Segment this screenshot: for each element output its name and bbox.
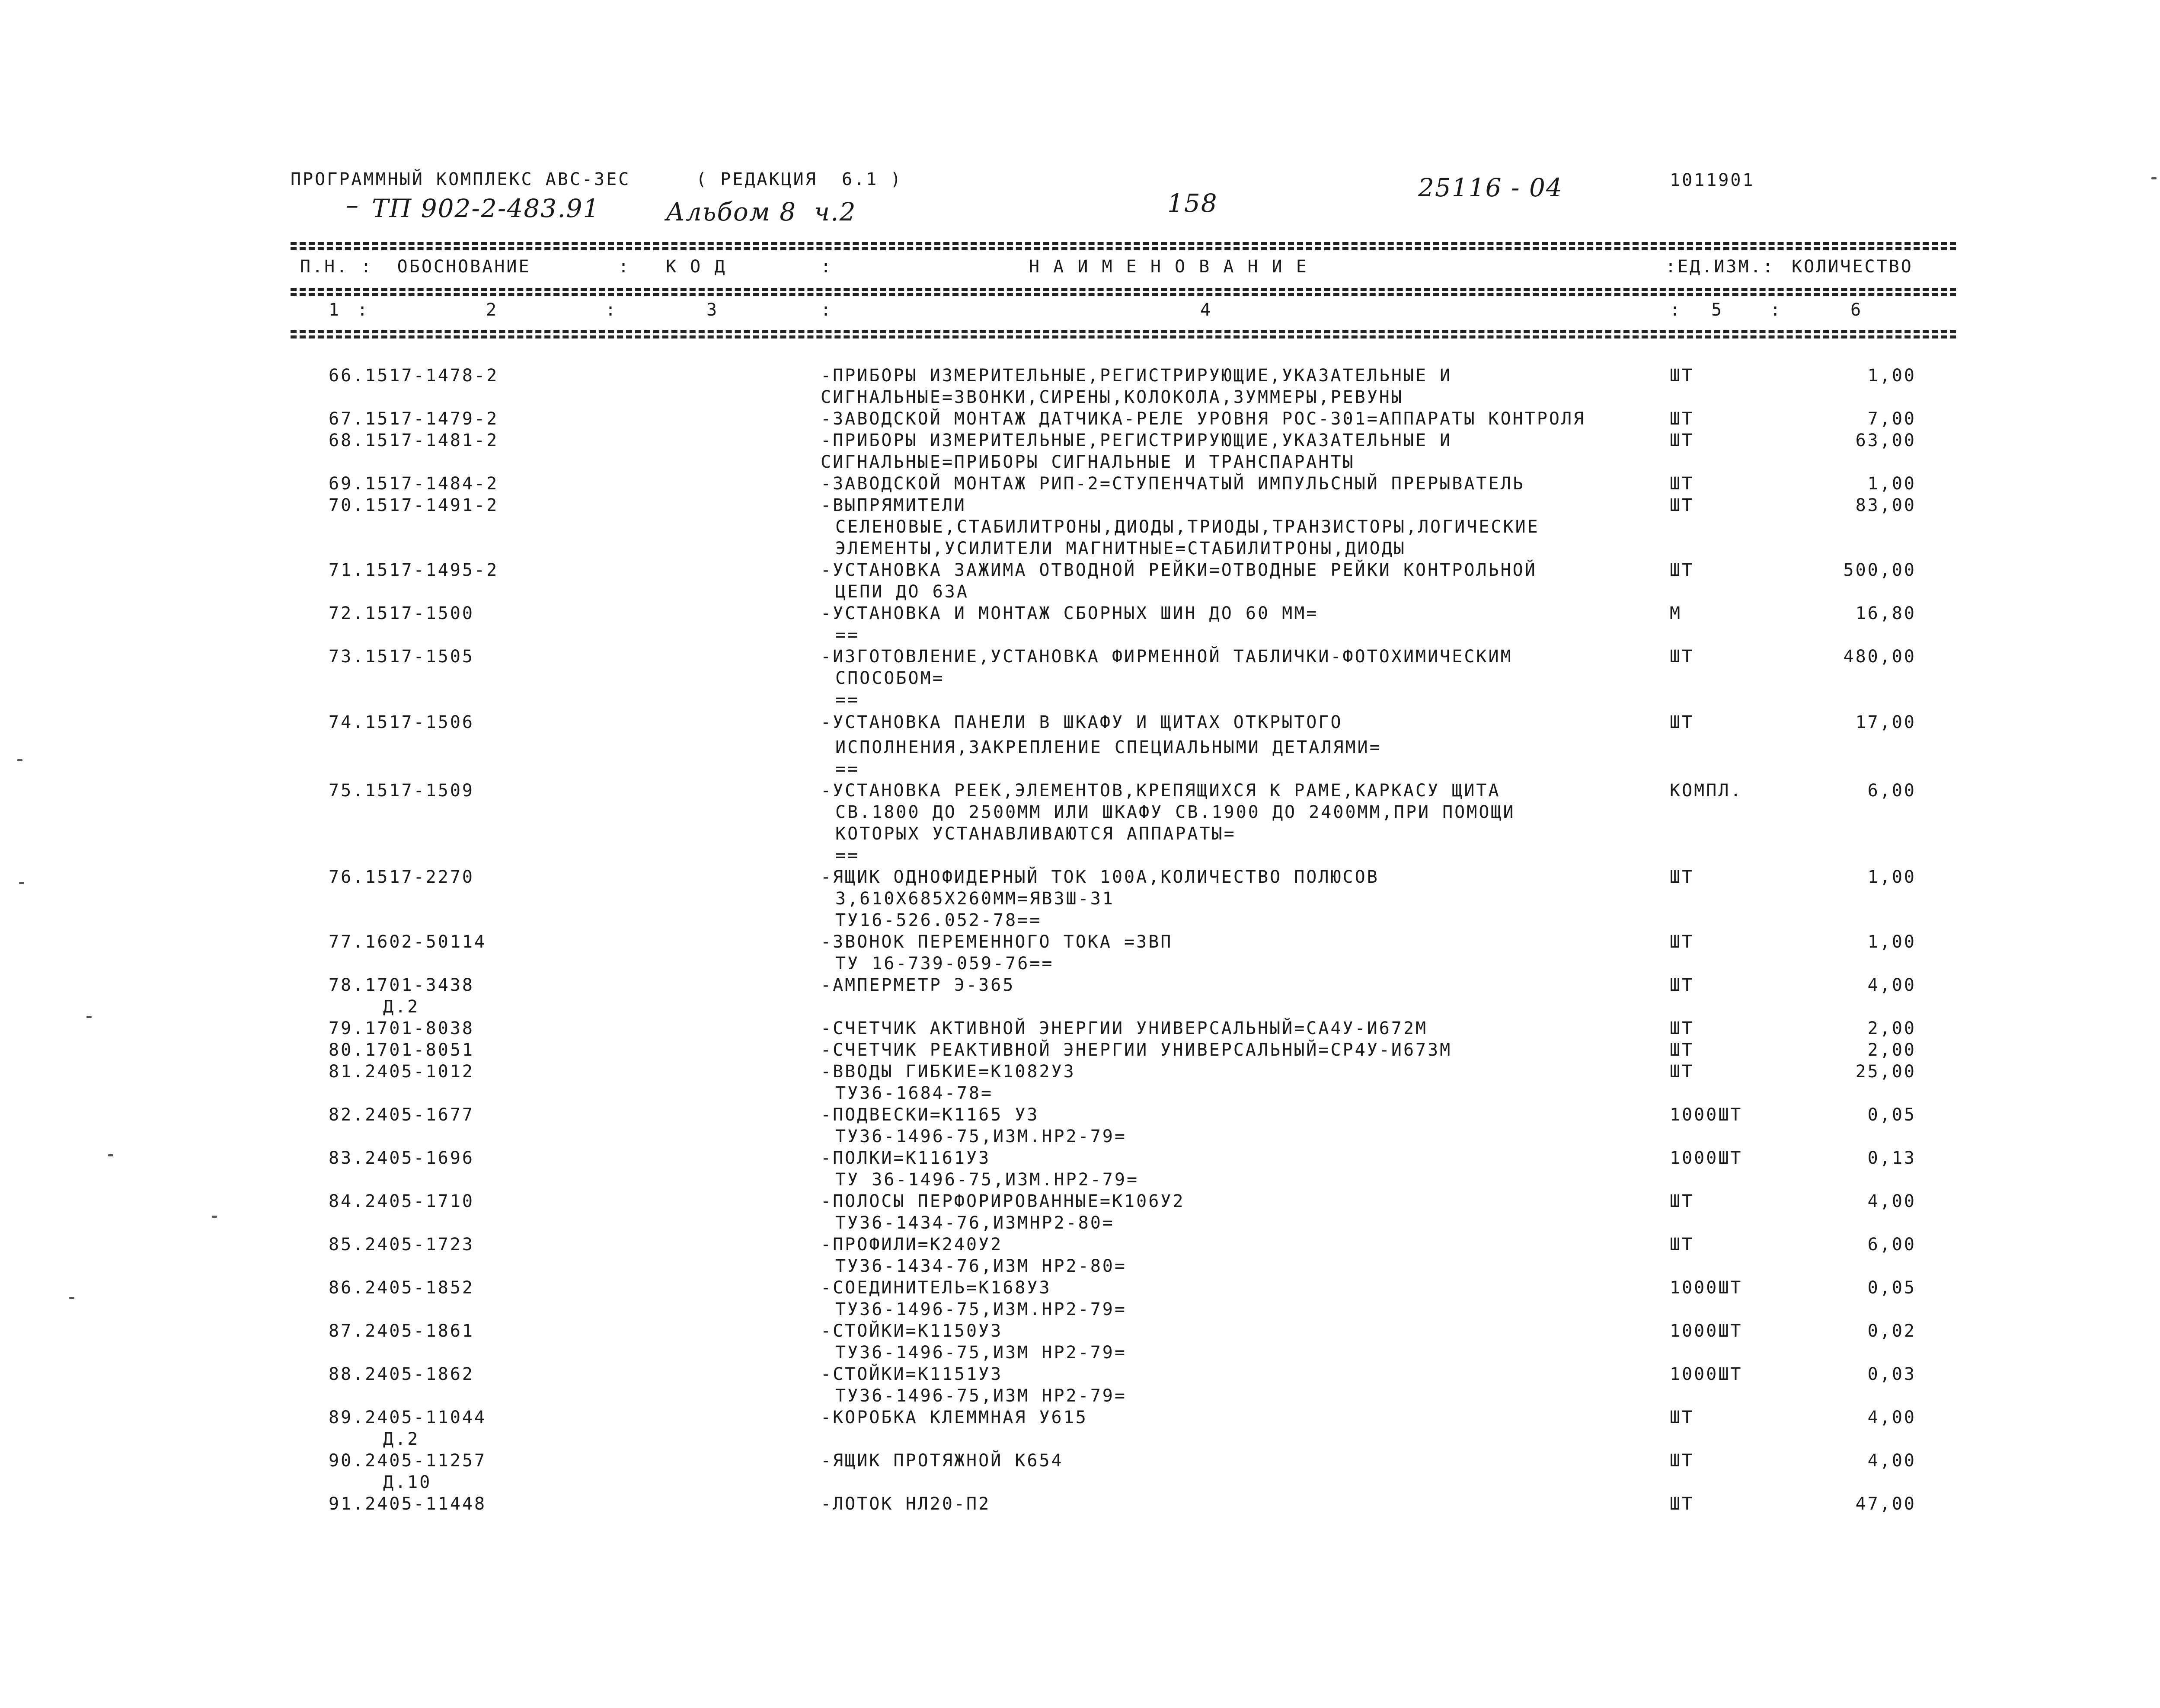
- table-row: [0, 603, 2160, 645]
- row-quantity: 0,05: [1867, 1278, 1916, 1298]
- table-row: [0, 1104, 2160, 1146]
- table-row: [0, 495, 2160, 559]
- row-name-line: -ВЫПРЯМИТЕЛИ: [821, 495, 966, 515]
- handwritten-number: 25116 - 04: [1418, 173, 1563, 202]
- row-name-line: -СЧЕТЧИК РЕАКТИВНОЙ ЭНЕРГИИ УНИВЕРСАЛЬНЫЙ=СР4У-И673М: [821, 1040, 1452, 1060]
- row-unit: М: [1670, 603, 1682, 623]
- row-quantity: 16,80: [1855, 603, 1916, 623]
- column-header-naimenovanie: Н А И М Е Н О В А Н И Е: [1029, 257, 1308, 277]
- column-number-separator: :: [1770, 300, 1783, 320]
- table-row: [0, 408, 2160, 430]
- row-quantity: 480,00: [1843, 647, 1916, 667]
- row-name-line: -УСТАНОВКА ПАНЕЛИ В ШКАФУ И ЩИТАХ ОТКРЫТОГО: [821, 712, 1343, 732]
- table-row: [0, 1493, 2160, 1515]
- scan-speck: [69, 1297, 74, 1299]
- column-header-separator: :: [821, 257, 833, 277]
- row-name-line: -ЗАВОДСКОЙ МОНТАЖ ДАТЧИКА-РЕЛЕ УРОВНЯ РОС-301=АППАРАТЫ КОНТРОЛЯ: [821, 409, 1586, 429]
- row-unit: ШТ: [1670, 867, 1694, 887]
- row-unit: ШТ: [1670, 1018, 1694, 1038]
- scan-speck: [17, 759, 22, 761]
- scan-speck: [212, 1216, 217, 1218]
- table-row: [0, 365, 2160, 407]
- row-name-line: -КОРОБКА КЛЕММНАЯ У615: [821, 1408, 1088, 1427]
- row-quantity: 0,05: [1867, 1105, 1916, 1125]
- row-name-line: СВ.1800 ДО 2500ММ ИЛИ ШКАФУ СВ.1900 ДО 2400ММ,ПРИ ПОМОЩИ: [835, 802, 1515, 822]
- row-name-line: ==: [835, 759, 860, 779]
- row-reference: 69.1517-1484-2: [329, 474, 499, 494]
- row-unit: ШТ: [1670, 409, 1694, 429]
- row-name-line: -ПОЛОСЫ ПЕРФОРИРОВАННЫЕ=К106У2: [821, 1191, 1185, 1211]
- column-number: 6: [1850, 300, 1863, 320]
- table-row: [0, 1363, 2160, 1406]
- column-number: 2: [486, 300, 498, 320]
- table-row: [0, 1061, 2160, 1103]
- row-name-line: ТУ36-1496-75,ИЗМ.НР2-79=: [835, 1299, 1127, 1319]
- table-row: [0, 780, 2160, 865]
- row-unit: ШТ: [1670, 1191, 1694, 1211]
- row-reference: 84.2405-1710: [329, 1191, 474, 1211]
- table-row: [0, 1234, 2160, 1276]
- row-reference: 90.2405-11257: [329, 1451, 487, 1471]
- row-reference: 89.2405-11044: [329, 1408, 487, 1427]
- column-header-kod: К О Д: [666, 257, 727, 277]
- row-quantity: 1,00: [1867, 867, 1916, 887]
- row-name-line: -ПРОФИЛИ=К240У2: [821, 1235, 1003, 1255]
- row-reference: 79.1701-8038: [329, 1018, 474, 1038]
- row-unit: ШТ: [1670, 1494, 1694, 1514]
- row-quantity: 0,02: [1867, 1321, 1916, 1341]
- edition-label: ( РЕДАКЦИЯ 6.1 ): [696, 169, 903, 189]
- row-name-line: СЕЛЕНОВЫЕ,СТАБИЛИТРОНЫ,ДИОДЫ,ТРИОДЫ,ТРАНЗИСТОРЫ,ЛОГИЧЕСКИЕ: [835, 517, 1540, 537]
- row-quantity: 2,00: [1867, 1018, 1916, 1038]
- column-header-separator: :: [618, 257, 631, 277]
- row-name-line: ТУ36-1434-76,ИЗМНР2-80=: [835, 1213, 1115, 1233]
- row-quantity: 25,00: [1855, 1062, 1916, 1082]
- row-reference: 71.1517-1495-2: [329, 560, 499, 580]
- row-name-line: -ЗВОНОК ПЕРЕМЕННОГО ТОКА =ЗВП: [821, 932, 1173, 952]
- row-unit: 1000ШТ: [1670, 1321, 1743, 1341]
- row-quantity: 2,00: [1867, 1040, 1916, 1060]
- row-reference: 68.1517-1481-2: [329, 431, 499, 450]
- column-header-quantity: КОЛИЧЕСТВО: [1792, 257, 1913, 277]
- row-unit: 1000ШТ: [1670, 1105, 1743, 1125]
- rule-top-2: [291, 247, 1956, 250]
- column-number: 4: [1200, 300, 1213, 320]
- row-name-line: ТУ36-1496-75,ИЗМ.НР2-79=: [835, 1127, 1127, 1146]
- row-quantity: 6,00: [1867, 1235, 1916, 1255]
- row-name-line: СИГНАЛЬНЫЕ=ЗВОНКИ,СИРЕНЫ,КОЛОКОЛА,ЗУММЕРЫ,РЕВУНЫ: [821, 387, 1403, 407]
- row-name-line: -ЛОТОК НЛ20-П2: [821, 1494, 991, 1514]
- row-reference: 77.1602-50114: [329, 932, 487, 952]
- row-name-line: -СТОЙКИ=К1151У3: [821, 1364, 1003, 1384]
- row-unit: КОМПЛ.: [1670, 781, 1743, 801]
- row-name-line: ТУ36-1496-75,ИЗМ НР2-79=: [835, 1343, 1127, 1363]
- rule-bottom: [291, 330, 1956, 333]
- row-name-line: -АМПЕРМЕТР Э-365: [821, 975, 1015, 995]
- scan-speck: [108, 1154, 113, 1156]
- row-reference: 88.2405-1862: [329, 1364, 474, 1384]
- row-quantity: 500,00: [1843, 560, 1916, 580]
- row-name-line: ТУ 16-739-059-76==: [835, 954, 1054, 974]
- row-name-line: -СОЕДИНИТЕЛЬ=К168У3: [821, 1278, 1051, 1298]
- row-name-line: КОТОРЫХ УСТАНАВЛИВАЮТСЯ АППАРАТЫ=: [835, 824, 1236, 844]
- handwritten-dash: –: [346, 190, 359, 220]
- row-name-line: -УСТАНОВКА РЕЕК,ЭЛЕМЕНТОВ,КРЕПЯЩИХСЯ К РАМЕ,КАРКАСУ ЩИТА: [821, 781, 1501, 801]
- row-name-line: ТУ36-1496-75,ИЗМ НР2-79=: [835, 1386, 1127, 1406]
- row-name-line: -ПРИБОРЫ ИЗМЕРИТЕЛЬНЫЕ,РЕГИСТРИРУЮЩИЕ,УКАЗАТЕЛЬНЫЕ И: [821, 431, 1452, 450]
- row-unit: ШТ: [1670, 975, 1694, 995]
- row-name-line: -ЗАВОДСКОЙ МОНТАЖ РИП-2=СТУПЕНЧАТЫЙ ИМПУЛЬСНЫЙ ПРЕРЫВАТЕЛЬ: [821, 474, 1525, 494]
- table-row: [0, 1147, 2160, 1190]
- scan-speck: [2151, 177, 2157, 179]
- row-unit: ШТ: [1670, 1451, 1694, 1471]
- scan-speck: [19, 882, 24, 884]
- row-quantity: 17,00: [1855, 712, 1916, 732]
- scan-speck: [86, 1016, 92, 1018]
- row-reference: 74.1517-1506: [329, 712, 474, 732]
- rule-mid: [291, 288, 1956, 291]
- column-header-unit: :ЕД.ИЗМ.:: [1665, 257, 1775, 277]
- row-name-line: ТУ16-526.052-78==: [835, 910, 1042, 930]
- row-unit: ШТ: [1670, 932, 1694, 952]
- table-row: [0, 1018, 2160, 1039]
- row-name-line: -ИЗГОТОВЛЕНИЕ,УСТАНОВКА ФИРМЕННОЙ ТАБЛИЧКИ-ФОТОХИМИЧЕСКИМ: [821, 647, 1513, 667]
- row-unit: ШТ: [1670, 712, 1694, 732]
- row-unit: ШТ: [1670, 1408, 1694, 1427]
- row-name-line: -УСТАНОВКА ЗАЖИМА ОТВОДНОЙ РЕЙКИ=ОТВОДНЫЕ РЕЙКИ КОНТРОЛЬНОЙ: [821, 560, 1537, 580]
- row-unit: ШТ: [1670, 431, 1694, 450]
- row-name-line: ЭЛЕМЕНТЫ,УСИЛИТЕЛИ МАГНИТНЫЕ=СТАБИЛИТРОНЫ,ДИОДЫ: [835, 539, 1406, 559]
- row-reference: 73.1517-1505: [329, 647, 474, 667]
- row-quantity: 4,00: [1867, 1191, 1916, 1211]
- row-unit: ШТ: [1670, 366, 1694, 386]
- row-name-line: -ПОДВЕСКИ=К1165 У3: [821, 1105, 1039, 1125]
- row-reference: 81.2405-1012: [329, 1062, 474, 1082]
- rule-mid-2: [291, 293, 1956, 296]
- row-unit: ШТ: [1670, 474, 1694, 494]
- row-unit: ШТ: [1670, 647, 1694, 667]
- row-quantity: 1,00: [1867, 474, 1916, 494]
- row-reference: 83.2405-1696: [329, 1148, 474, 1168]
- row-name-line: -СЧЕТЧИК АКТИВНОЙ ЭНЕРГИИ УНИВЕРСАЛЬНЫЙ=СА4У-И672М: [821, 1018, 1428, 1038]
- row-name-line: ==: [835, 690, 860, 710]
- row-quantity: 6,00: [1867, 781, 1916, 801]
- row-name-line: СПОСОБОМ=: [835, 668, 945, 688]
- row-reference: 86.2405-1852: [329, 1278, 474, 1298]
- column-number-separator: :: [605, 300, 618, 320]
- row-reference-note: Д.2: [383, 1429, 420, 1449]
- handwritten-project: ТП 902-2-483.91: [372, 194, 600, 223]
- row-unit: ШТ: [1670, 1040, 1694, 1060]
- table-row: [0, 473, 2160, 495]
- row-reference-note: Д.2: [383, 997, 420, 1017]
- row-reference: 78.1701-3438: [329, 975, 474, 995]
- column-number-separator: :: [821, 300, 833, 320]
- row-reference: 82.2405-1677: [329, 1105, 474, 1125]
- row-name-line: -ПОЛКИ=К1161У3: [821, 1148, 991, 1168]
- row-name-line: СИГНАЛЬНЫЕ=ПРИБОРЫ СИГНАЛЬНЫЕ И ТРАНСПАРАНТЫ: [821, 452, 1355, 472]
- column-number: 5: [1711, 300, 1724, 320]
- row-unit: 1000ШТ: [1670, 1278, 1743, 1298]
- row-name-line: -УСТАНОВКА И МОНТАЖ СБОРНЫХ ШИН ДО 60 ММ=: [821, 603, 1319, 623]
- row-reference: 66.1517-1478-2: [329, 366, 499, 386]
- row-name-line: ТУ36-1434-76,ИЗМ НР2-80=: [835, 1256, 1127, 1276]
- table-row: [0, 1450, 2160, 1492]
- row-reference: 75.1517-1509: [329, 781, 474, 801]
- table-row: [0, 974, 2160, 1017]
- row-quantity: 83,00: [1855, 495, 1916, 515]
- row-quantity: 4,00: [1867, 1408, 1916, 1427]
- row-name-line: -ЯЩИК ОДНОФИДЕРНЫЙ ТОК 100А,КОЛИЧЕСТВО ПОЛЮСОВ: [821, 867, 1379, 887]
- row-unit: ШТ: [1670, 1062, 1694, 1082]
- table-row: [0, 1277, 2160, 1319]
- table-row: [0, 1039, 2160, 1061]
- table-row: [0, 1407, 2160, 1449]
- row-reference: 80.1701-8051: [329, 1040, 474, 1060]
- table-row: [0, 559, 2160, 602]
- row-unit: 1000ШТ: [1670, 1364, 1743, 1384]
- column-header-obosnovanie: П.Н. : ОБОСНОВАНИЕ: [300, 257, 531, 277]
- column-number-separator: :: [357, 300, 370, 320]
- handwritten-page-number: 158: [1167, 188, 1218, 218]
- column-number: 1: [329, 300, 341, 320]
- handwritten-album: Альбом 8 ч.2: [666, 197, 856, 227]
- row-quantity: 4,00: [1867, 1451, 1916, 1471]
- column-number-separator: :: [1670, 300, 1682, 320]
- row-quantity: 0,13: [1867, 1148, 1916, 1168]
- column-number: 3: [706, 300, 719, 320]
- row-unit: ШТ: [1670, 495, 1694, 515]
- program-title: ПРОГРАММНЫЙ КОМПЛЕКС АВС-3ЕС: [291, 169, 631, 189]
- row-reference: 85.2405-1723: [329, 1235, 474, 1255]
- row-quantity: 1,00: [1867, 366, 1916, 386]
- row-quantity: 7,00: [1867, 409, 1916, 429]
- row-name-line: 3,610Х685Х260ММ=ЯВЗШ-31: [835, 889, 1115, 909]
- table-row: [0, 646, 2160, 710]
- row-name-line: -СТОЙКИ=К1150У3: [821, 1321, 1003, 1341]
- row-unit: ШТ: [1670, 1235, 1694, 1255]
- row-name-line: -ЯЩИК ПРОТЯЖНОЙ К654: [821, 1451, 1064, 1471]
- row-reference: 70.1517-1491-2: [329, 495, 499, 515]
- row-name-line: ТУ 36-1496-75,ИЗМ.НР2-79=: [835, 1170, 1139, 1190]
- row-name-line: ЦЕПИ ДО 63А: [835, 582, 969, 602]
- rule-top: [291, 242, 1956, 245]
- row-reference: 87.2405-1861: [329, 1321, 474, 1341]
- row-reference: 76.1517-2270: [329, 867, 474, 887]
- row-quantity: 47,00: [1855, 1494, 1916, 1514]
- row-reference: 72.1517-1500: [329, 603, 474, 623]
- row-reference-note: Д.10: [383, 1472, 432, 1492]
- row-unit: ШТ: [1670, 560, 1694, 580]
- table-row: [0, 931, 2160, 974]
- row-name-line: -ПРИБОРЫ ИЗМЕРИТЕЛЬНЫЕ,РЕГИСТРИРУЮЩИЕ,УКАЗАТЕЛЬНЫЕ И: [821, 366, 1452, 386]
- row-name-line: -ВВОДЫ ГИБКИЕ=К1082У3: [821, 1062, 1076, 1082]
- table-row: [0, 1320, 2160, 1363]
- table-row: [0, 712, 2160, 779]
- table-row: [0, 1191, 2160, 1233]
- row-reference: 67.1517-1479-2: [329, 409, 499, 429]
- row-unit: 1000ШТ: [1670, 1148, 1743, 1168]
- rule-bottom-2: [291, 335, 1956, 338]
- row-quantity: 4,00: [1867, 975, 1916, 995]
- row-name-line: ==: [835, 625, 860, 645]
- row-name-line: ==: [835, 846, 860, 865]
- row-quantity: 1,00: [1867, 932, 1916, 952]
- table-row: [0, 866, 2160, 930]
- row-quantity: 63,00: [1855, 431, 1916, 450]
- row-name-line: ТУ36-1684-78=: [835, 1083, 994, 1103]
- document-code: 1011901: [1670, 170, 1755, 190]
- row-quantity: 0,03: [1867, 1364, 1916, 1384]
- row-name-line: ИСПОЛНЕНИЯ,ЗАКРЕПЛЕНИЕ СПЕЦИАЛЬНЫМИ ДЕТАЛЯМИ=: [835, 737, 1382, 757]
- row-reference: 91.2405-11448: [329, 1494, 487, 1514]
- table-row: [0, 430, 2160, 472]
